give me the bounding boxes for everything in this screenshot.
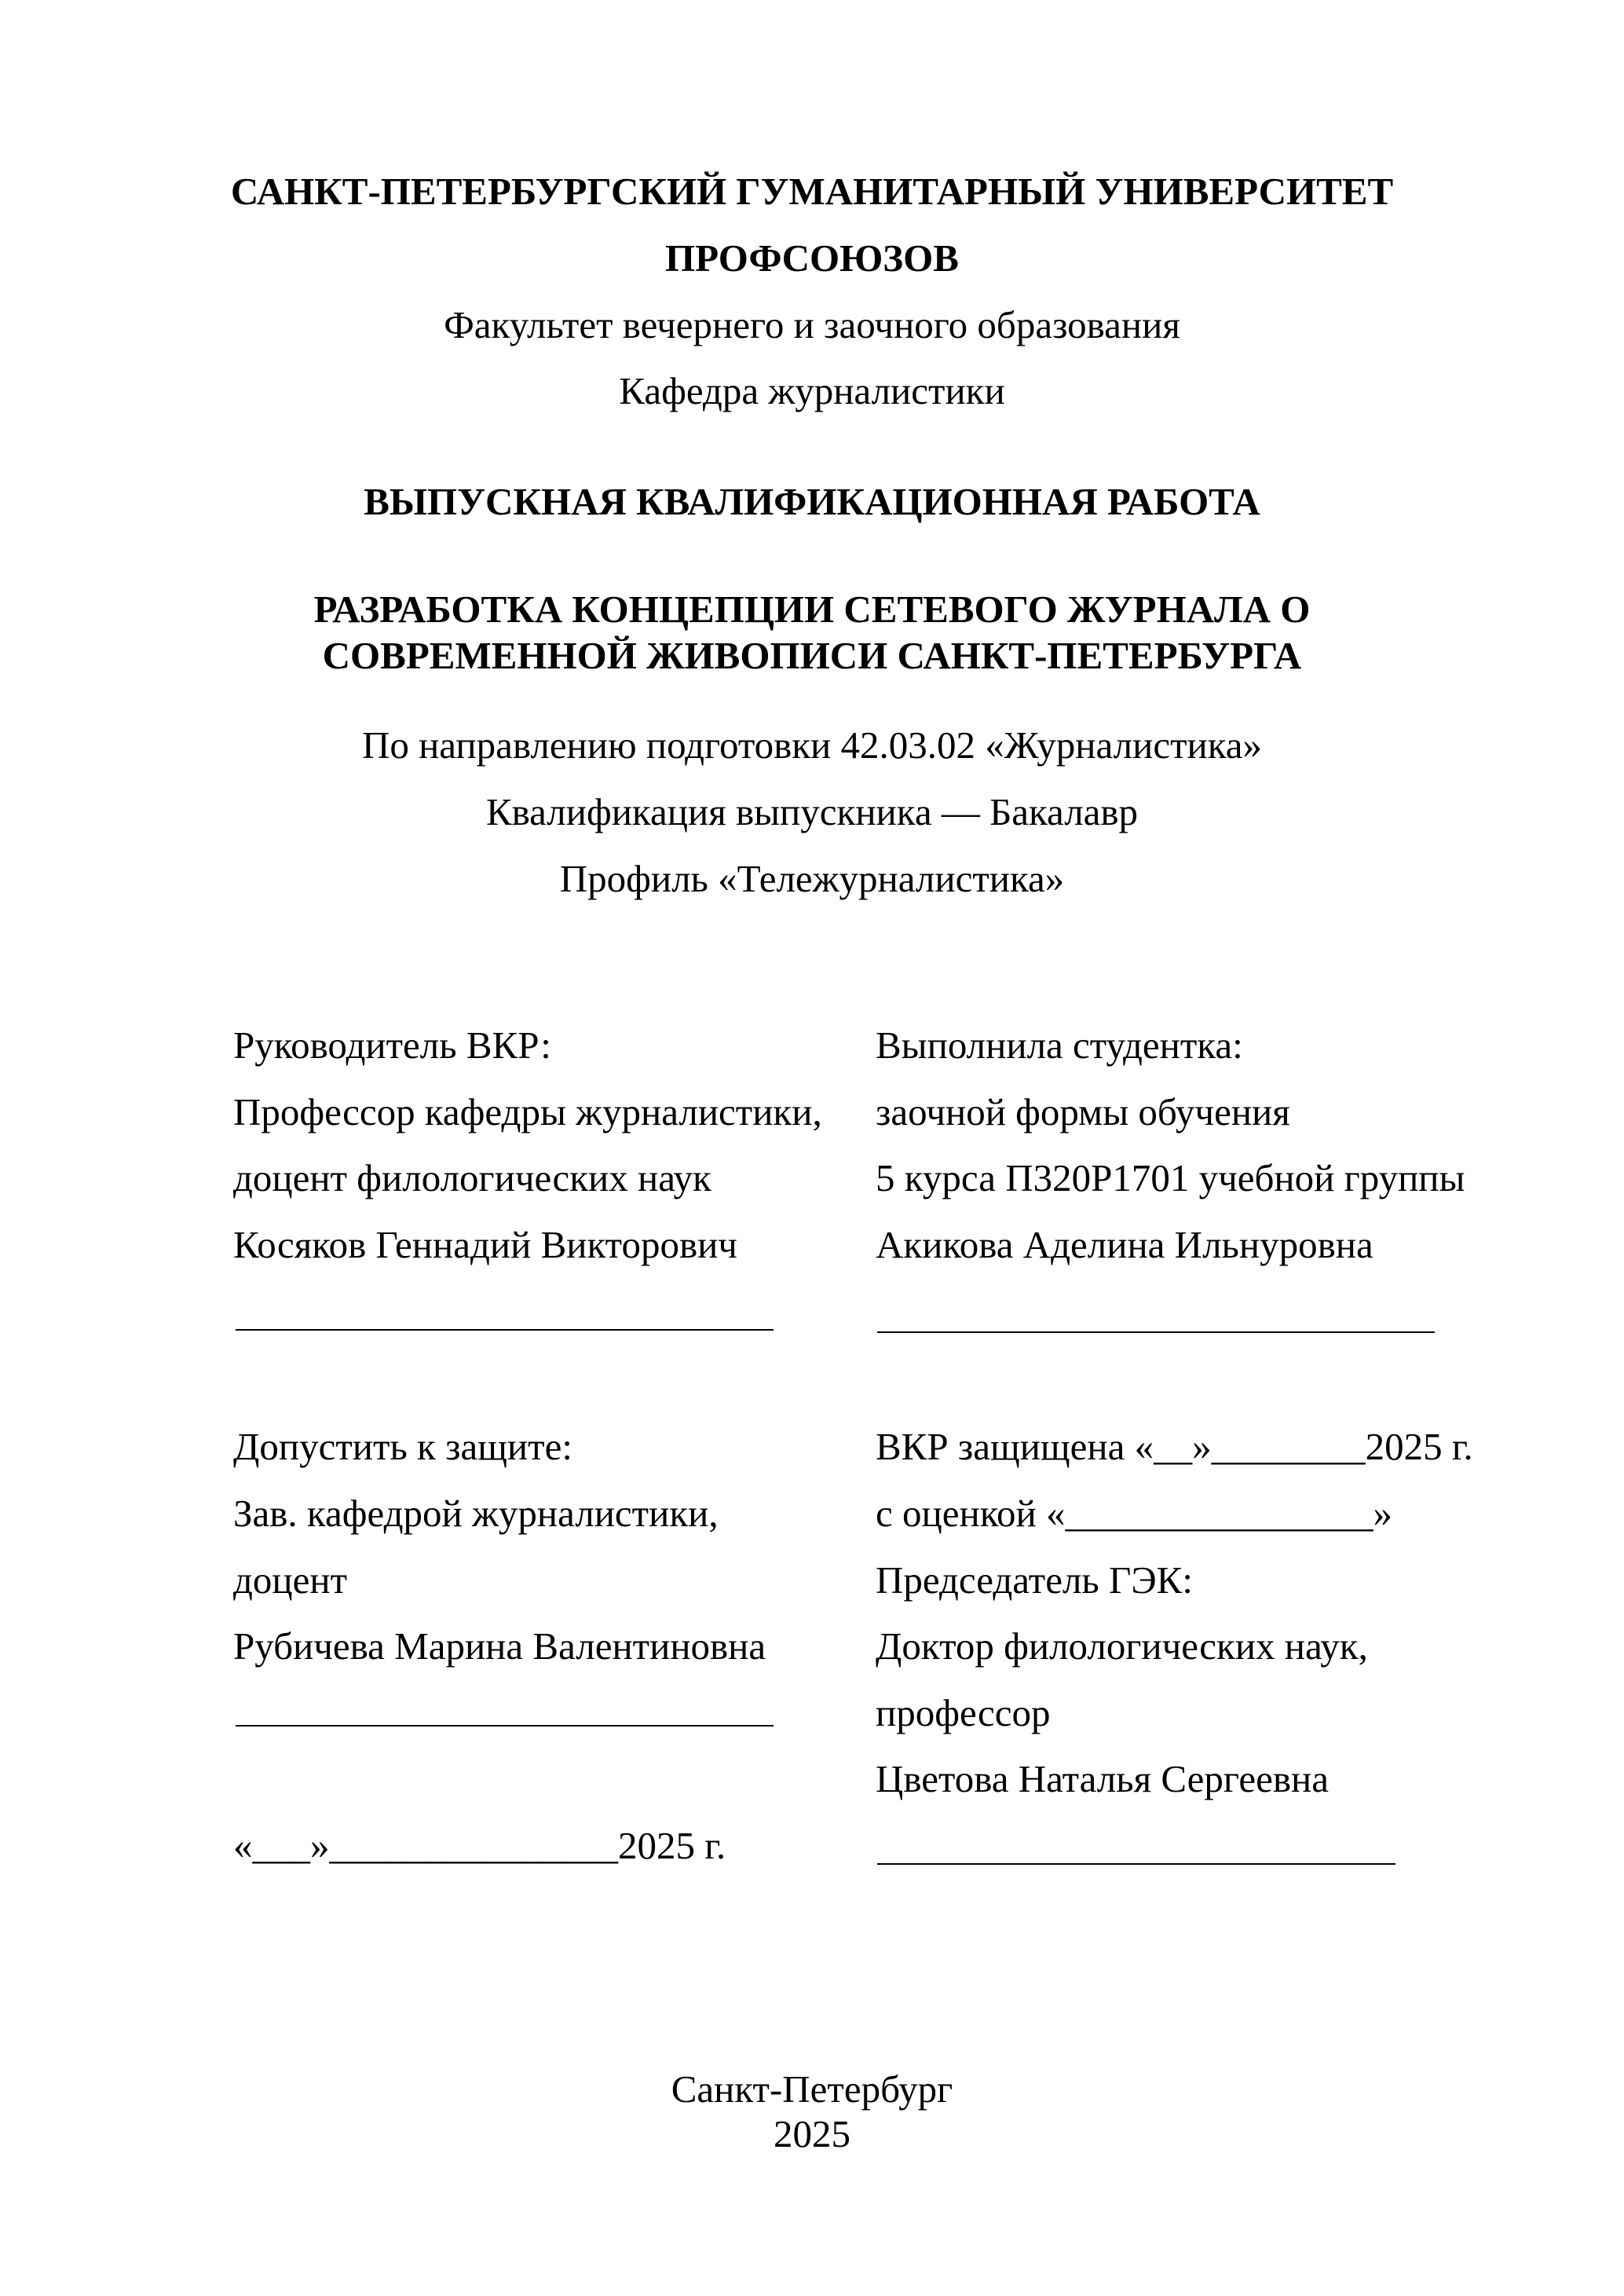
chair-signature-line: [877, 1863, 1395, 1865]
city: Санкт-Петербург: [671, 2067, 953, 2111]
chair-label: Председатель ГЭК:: [876, 1558, 1193, 1602]
chair-name: Цветова Наталья Сергеевна: [876, 1757, 1329, 1800]
supervisor-name: Косяков Геннадий Викторович: [233, 1223, 737, 1266]
university-name-line1: САНКТ-ПЕТЕРБУРГСКИЙ ГУМАНИТАРНЫЙ УНИВЕРСИТЕТ: [230, 170, 1394, 213]
supervisor-label: Руководитель ВКР:: [233, 1023, 551, 1067]
qualification: Квалификация выпускника — Бакалавр: [485, 790, 1139, 833]
supervisor-signature-line: [236, 1329, 774, 1331]
department: Кафедра журналистики: [619, 369, 1005, 412]
defense-grade: с оценкой «________________»: [876, 1492, 1392, 1535]
work-type: ВЫПУСКНАЯ КВАЛИФИКАЦИОННАЯ РАБОТА: [364, 480, 1260, 523]
defense-date: ВКР защищена «__»________2025 г.: [876, 1425, 1473, 1468]
admission-date: «___»_______________2025 г.: [233, 1824, 726, 1867]
admission-position: Зав. кафедрой журналистики,: [233, 1492, 719, 1535]
supervisor-position: Профессор кафедры журналистики,: [233, 1090, 822, 1133]
student-form: заочной формы обучения: [876, 1090, 1290, 1133]
student-name: Акикова Аделина Ильнуровна: [876, 1223, 1373, 1266]
admission-label: Допустить к защите:: [233, 1425, 572, 1468]
student-group: 5 курса П320Р1701 учебной группы: [876, 1156, 1465, 1199]
admission-name: Рубичева Марина Валентиновна: [233, 1624, 766, 1668]
chair-title: профессор: [876, 1691, 1051, 1734]
program-direction: По направлению подготовки 42.03.02 «Журналистика»: [361, 723, 1263, 767]
admission-signature-line: [236, 1725, 774, 1727]
chair-degree: Доктор филологических наук,: [876, 1624, 1368, 1668]
year: 2025: [774, 2112, 850, 2155]
profile: Профиль «Тележурналистика»: [559, 857, 1065, 900]
faculty: Факультет вечернего и заочного образования: [444, 303, 1180, 346]
topic-line2: СОВРЕМЕННОЙ ЖИВОПИСИ САНКТ-ПЕТЕРБУРГА: [322, 634, 1302, 677]
student-signature-line: [877, 1331, 1435, 1333]
supervisor-degree: доцент филологических наук: [233, 1156, 711, 1199]
university-name-line2: ПРОФСОЮЗОВ: [665, 236, 959, 280]
admission-title: доцент: [233, 1558, 348, 1602]
student-label: Выполнила студентка:: [876, 1023, 1243, 1067]
topic-line1: РАЗРАБОТКА КОНЦЕПЦИИ СЕТЕВОГО ЖУРНАЛА О: [313, 588, 1311, 631]
